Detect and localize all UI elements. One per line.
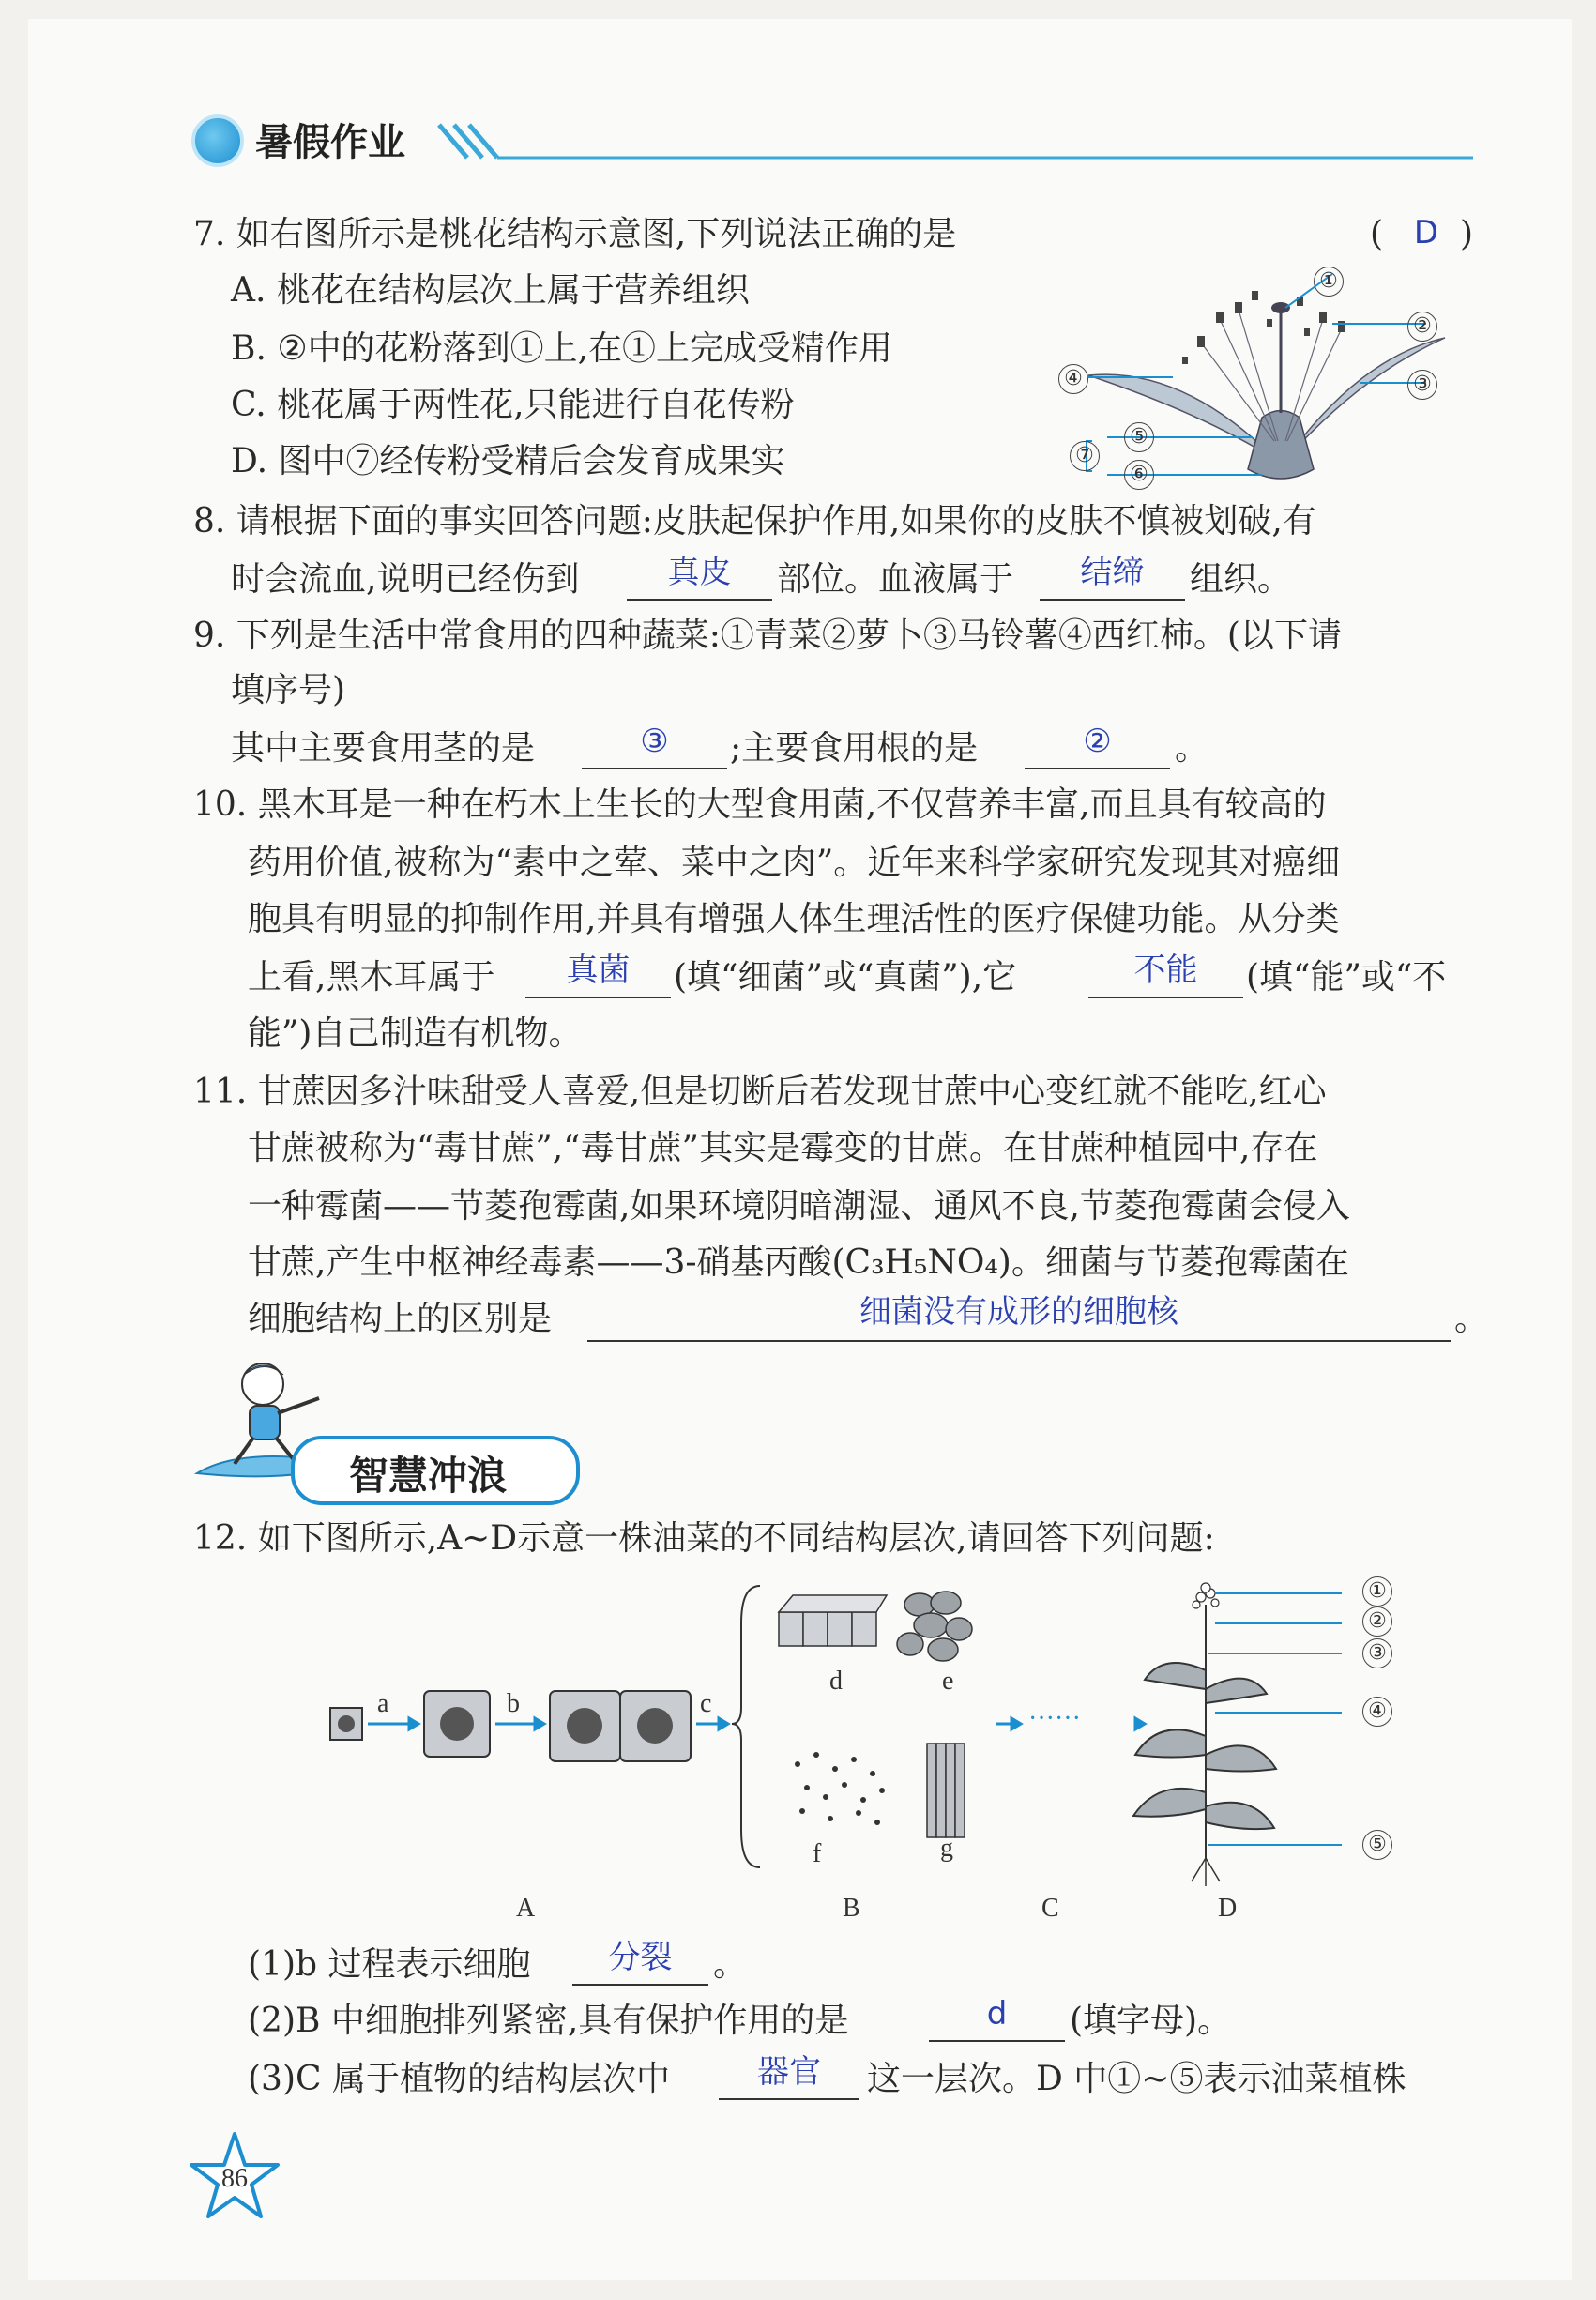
q9-blank2 bbox=[1025, 768, 1170, 769]
q12-sub2-answer: d bbox=[986, 1995, 1008, 2033]
q8-blank2 bbox=[1040, 599, 1185, 601]
flower-label-2: ② bbox=[1407, 312, 1437, 342]
q7-answer: D bbox=[1413, 214, 1439, 251]
q11-answer1: 细菌没有成形的细胞核 bbox=[859, 1293, 1178, 1331]
q10-answer1: 真菌 bbox=[566, 952, 631, 989]
q9-answer2: ② bbox=[1083, 723, 1112, 760]
q11-line1: 11. 甘蔗因多汁味甜受人喜爱,但是切断后若发现甘蔗中心变红就不能吃,红心 bbox=[193, 1073, 1327, 1111]
q7-option-a: A. 桃花在结构层次上属于营养组织 bbox=[231, 271, 750, 310]
q9-line3-a: 其中主要食用茎的是 bbox=[231, 729, 536, 768]
q12-sub2-a: (2)B 中细胞排列紧密,具有保护作用的是 bbox=[248, 2002, 849, 2040]
process-label-c: c bbox=[700, 1689, 712, 1718]
q8-line1: 8. 请根据下面的事实回答问题:皮肤起保护作用,如果你的皮肤不慎被划破,有 bbox=[193, 502, 1316, 541]
q12-sub1-b: 。 bbox=[713, 1945, 748, 1984]
q12-sub3-b: 这一层次。D 中①~⑤表示油菜植株 bbox=[867, 2060, 1406, 2098]
tissue-label-g: g bbox=[940, 1834, 953, 1863]
header-title: 暑假作业 bbox=[255, 121, 405, 164]
q12-sub2-b: (填字母)。 bbox=[1070, 2002, 1232, 2040]
q7-paren-close: ) bbox=[1460, 215, 1474, 253]
q7-stem: 7. 如右图所示是桃花结构示意图,下列说法正确的是 bbox=[193, 215, 957, 253]
q10-line2: 药用价值,被称为“素中之荤、菜中之肉”。近年来科学家研究发现其对癌细 bbox=[248, 844, 1341, 882]
q8-answer1: 真皮 bbox=[667, 554, 732, 591]
q10-line4-b: (填“细菌”或“真菌”),它 bbox=[674, 958, 1017, 997]
q12-stem: 12. 如下图所示,A~D示意一株油菜的不同结构层次,请回答下列问题: bbox=[193, 1519, 1215, 1558]
q7-paren-open: ( bbox=[1370, 215, 1384, 253]
q11-blank1 bbox=[587, 1340, 1451, 1342]
peach-flower-diagram bbox=[1051, 253, 1464, 497]
q10-line4-c: (填“能”或“不 bbox=[1246, 958, 1447, 997]
q11-line4: 甘蔗,产生中枢神经毒素——3-硝基丙酸(C₃H₅NO₄)。细菌与节菱孢霉菌在 bbox=[248, 1243, 1349, 1282]
q9-line1: 9. 下列是生活中常食用的四种蔬菜:①青菜②萝卜③马铃薯④西红柿。(以下请 bbox=[193, 617, 1342, 655]
section-title: 智慧冲浪 bbox=[349, 1453, 508, 1499]
stage-label-d: D bbox=[1218, 1894, 1238, 1923]
stage-label-c: C bbox=[1041, 1894, 1059, 1923]
q8-line2-a: 时会流血,说明已经伤到 bbox=[231, 560, 580, 599]
q7-option-b: B. ②中的花粉落到①上,在①上完成受精作用 bbox=[231, 329, 893, 368]
q11-line5-b: 。 bbox=[1454, 1300, 1489, 1338]
flower-label-7: ⑦ bbox=[1070, 441, 1100, 471]
q8-line2-b: 部位。血液属于 bbox=[777, 560, 1014, 599]
flower-label-6: ⑥ bbox=[1124, 460, 1154, 490]
q8-blank1 bbox=[627, 599, 772, 601]
plant-label-3: ③ bbox=[1362, 1638, 1392, 1668]
q12-sub1-a: (1)b 过程表示细胞 bbox=[248, 1945, 531, 1984]
q9-line3-b: ;主要食用根的是 bbox=[730, 729, 979, 768]
q10-line4-a: 上看,黑木耳属于 bbox=[248, 958, 495, 997]
rapeseed-structure-diagram bbox=[319, 1567, 1426, 1924]
q10-blank2 bbox=[1088, 997, 1243, 998]
q11-line5-a: 细胞结构上的区别是 bbox=[248, 1300, 553, 1338]
q9-line2: 填序号) bbox=[231, 671, 346, 709]
header-stripes-icon bbox=[430, 120, 1481, 167]
q10-answer2: 不能 bbox=[1133, 952, 1198, 989]
process-label-b: b bbox=[507, 1689, 520, 1718]
flower-label-5: ⑤ bbox=[1124, 422, 1154, 452]
q9-blank1 bbox=[582, 768, 727, 769]
q7-option-c: C. 桃花属于两性花,只能进行自花传粉 bbox=[231, 386, 795, 424]
plant-label-1: ① bbox=[1362, 1576, 1392, 1607]
flower-label-3: ③ bbox=[1407, 370, 1437, 400]
flower-label-4: ④ bbox=[1058, 364, 1088, 394]
flower-label-1: ① bbox=[1314, 267, 1344, 297]
tissue-label-d: d bbox=[829, 1667, 843, 1696]
q7-option-d: D. 图中⑦经传粉受精后会发育成果实 bbox=[231, 442, 785, 480]
q12-sub2-blank bbox=[929, 2040, 1065, 2042]
plant-label-5: ⑤ bbox=[1362, 1830, 1392, 1860]
q12-sub3-a: (3)C 属于植物的结构层次中 bbox=[248, 2060, 670, 2098]
q11-line2: 甘蔗被称为“毒甘蔗”,“毒甘蔗”其实是霉变的甘蔗。在甘蔗种植园中,存在 bbox=[248, 1129, 1318, 1167]
q10-line1: 10. 黑木耳是一种在朽木上生长的大型食用菌,不仅营养丰富,而且具有较高的 bbox=[193, 785, 1327, 824]
q10-blank1 bbox=[525, 997, 671, 998]
q8-answer2: 结缔 bbox=[1080, 554, 1145, 591]
process-label-a: a bbox=[377, 1689, 389, 1718]
q12-sub3-answer: 器官 bbox=[757, 2053, 821, 2091]
plant-label-4: ④ bbox=[1362, 1697, 1392, 1727]
arrow-dots: ······ bbox=[1028, 1704, 1081, 1733]
page-number: 86 bbox=[221, 2164, 248, 2193]
q12-sub3-blank bbox=[719, 2098, 859, 2100]
q9-answer1: ③ bbox=[640, 723, 669, 760]
q10-line5: 能”)自己制造有机物。 bbox=[248, 1014, 583, 1053]
q12-sub1-answer: 分裂 bbox=[608, 1939, 673, 1976]
tissue-label-f: f bbox=[813, 1839, 822, 1868]
q9-line3-c: 。 bbox=[1175, 729, 1209, 768]
q11-line3: 一种霉菌——节菱孢霉菌,如果环境阴暗潮湿、通风不良,节菱孢霉菌会侵入 bbox=[248, 1187, 1350, 1226]
stage-label-b: B bbox=[843, 1894, 860, 1923]
tissue-label-e: e bbox=[942, 1667, 954, 1696]
q12-sub1-blank bbox=[572, 1984, 708, 1986]
q8-line2-c: 组织。 bbox=[1190, 560, 1292, 599]
header-badge-icon bbox=[191, 114, 244, 167]
q10-line3: 胞具有明显的抑制作用,并具有增强人体生理活性的医疗保健功能。从分类 bbox=[248, 900, 1340, 938]
plant-label-2: ② bbox=[1362, 1607, 1392, 1637]
stage-label-a: A bbox=[516, 1894, 536, 1923]
